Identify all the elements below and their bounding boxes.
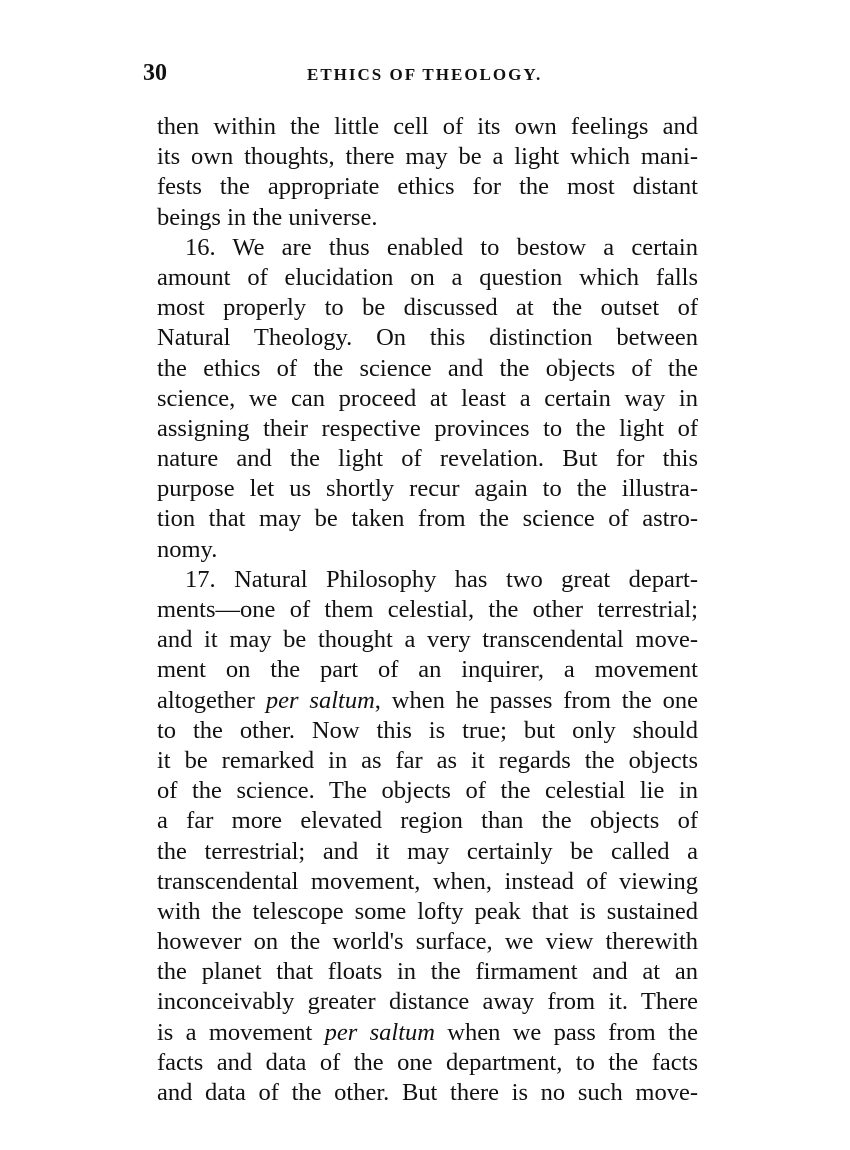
text-line: its own thoughts, there may be a light which mani-	[157, 143, 698, 171]
body-text	[157, 112, 698, 1108]
text-line: facts and data of the one department, to the facts	[157, 1048, 698, 1076]
running-title: ETHICS OF THEOLOGY.	[307, 65, 543, 84]
text-line: the terrestrial; and it may certainly be called a	[157, 837, 698, 865]
text-line: tion that may be taken from the science of astro-	[157, 505, 698, 533]
italic-phrase: per saltum	[324, 1018, 435, 1046]
text-line: most properly to be discussed at the outset of	[157, 294, 698, 322]
text-line: to the other. Now this is true; but only should	[157, 716, 698, 744]
text-line: assigning their respective provinces to the light of	[157, 414, 698, 442]
text-line: amount of elucidation on a question which falls	[157, 263, 698, 291]
text-line: fests the appropriate ethics for the most distant	[157, 173, 698, 201]
text-line: the planet that floats in the firmament and at an	[157, 958, 698, 986]
text-line: beings in the universe.	[157, 203, 378, 231]
text-line: transcendental movement, when, instead of viewing	[157, 867, 698, 895]
text-line: the ethics of the science and the objects of the	[157, 354, 698, 382]
text-line: science, we can proceed at least a certain way in	[157, 384, 698, 412]
text-line: inconceivably greater distance away from it. There	[157, 988, 698, 1016]
text-line: a far more elevated region than the objects of	[157, 807, 698, 835]
page-header	[143, 58, 698, 94]
book-page	[143, 58, 698, 1108]
text-line: Natural Theology. On this distinction between	[157, 324, 698, 352]
text-line: ment on the part of an inquirer, a movement	[157, 656, 698, 684]
text-line: and data of the other. But there is no such move-	[157, 1079, 698, 1106]
text-line: nomy.	[157, 535, 218, 563]
page-number: 30	[143, 60, 167, 86]
italic-phrase: per saltum	[265, 686, 375, 714]
paragraph-16-start: 16. We are thus enabled to bestow a certain	[185, 233, 698, 261]
text-line: nature and the light of revelation. But for this	[157, 445, 698, 473]
text-line: then within the little cell of its own feelings and	[157, 113, 698, 140]
paragraph-17-start: 17. Natural Philosophy has two great depart-	[185, 565, 698, 593]
text-line: however on the world's surface, we view therewith	[157, 928, 698, 956]
text-line: is a movement per saltum when we pass from the	[157, 1018, 698, 1046]
text-line: ments—one of them celestial, the other terrestrial;	[157, 596, 698, 623]
text-line: altogether per saltum, when he passes from the one	[157, 686, 698, 714]
text-line: with the telescope some lofty peak that is sustained	[157, 897, 698, 925]
text-line: purpose let us shortly recur again to the illustra-	[157, 475, 698, 503]
text-line: of the science. The objects of the celestial lie in	[157, 777, 698, 805]
text-line: and it may be thought a very transcendental move-	[157, 626, 698, 654]
text-line: it be remarked in as far as it regards the objects	[157, 746, 698, 774]
